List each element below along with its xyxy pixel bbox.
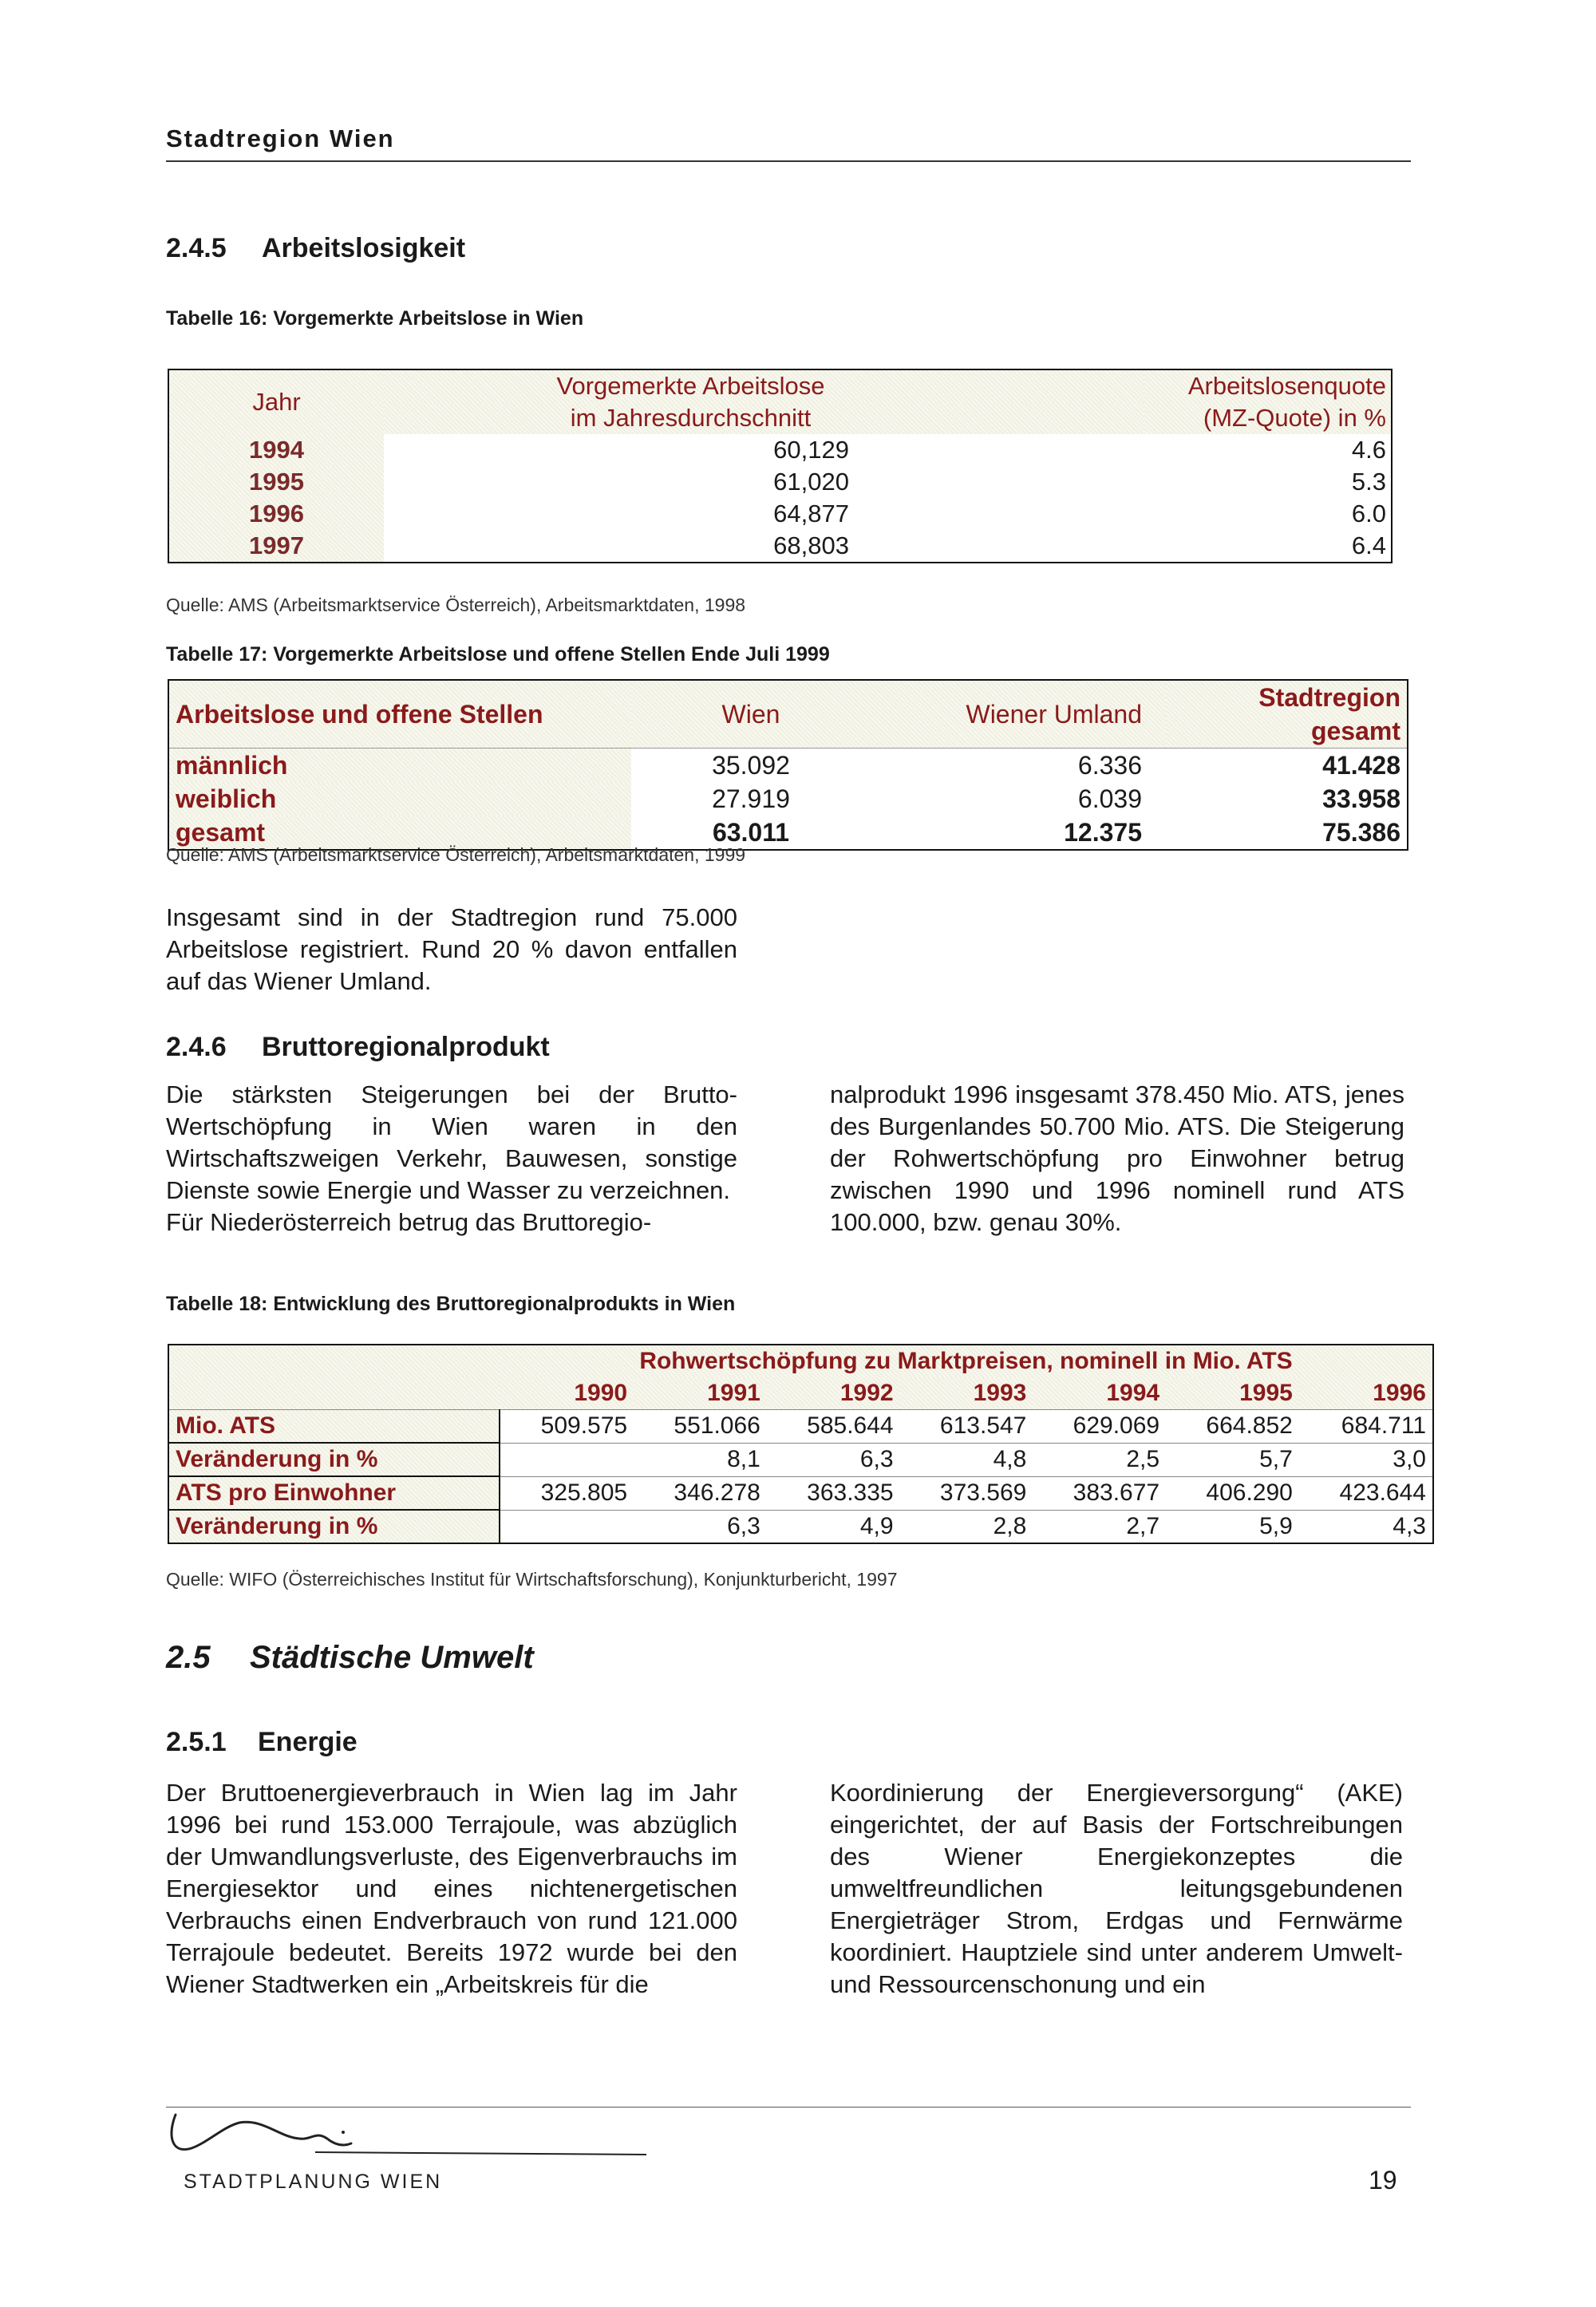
- table-row: [168, 466, 1392, 498]
- section-heading-2-5-1: [166, 1727, 358, 1758]
- table18: [168, 1344, 1434, 1544]
- paragraph-energie-left: Der Bruttoenergieverbrauch in Wien lag im Jahr 1996 bei rund 153.000 Terrajoule, was abzüglich der Umwandlungsverluste, des Eigenverbrauchs im Energiesektor und eines nichtenergetischen Verbrauchs einen Endverbrauch von rund 121.000 Terrajoule bedeutet. Bereits 1972 wurde bei den Wiener Stadtwerken ein „Arbeitskreis für die: [166, 1779, 737, 1998]
- section-number: 2.5: [166, 1640, 211, 1675]
- table18-cell: 4,8: [900, 1443, 1033, 1476]
- running-header: Stadtregion Wien: [166, 124, 395, 152]
- table16-quote: 6.0: [1351, 500, 1386, 527]
- table18-row-label: Mio. ATS: [168, 1410, 500, 1444]
- section-heading-2-5: [166, 1640, 534, 1676]
- table18-year: 1994: [1033, 1377, 1166, 1410]
- header-rule: [166, 160, 1411, 162]
- footer-organization: STADTPLANUNG WIEN: [184, 2171, 443, 2193]
- table16-caption: Tabelle 16: Vorgemerkte Arbeitslose in Wien: [166, 307, 584, 330]
- table18-cell: 6,3: [634, 1510, 767, 1543]
- table17-source: Quelle: AMS (Arbeitsmarktservice Österreich), Arbeitsmarktdaten, 1999: [166, 844, 746, 865]
- table18-cell: 509.575: [500, 1410, 634, 1444]
- table17-umland: 6.039: [1077, 784, 1142, 813]
- table-row: [168, 782, 1408, 816]
- table18-cell: 4,3: [1299, 1510, 1433, 1543]
- table18-row-label: Veränderung in %: [168, 1443, 500, 1476]
- table17-col-wien: Wien: [631, 680, 871, 749]
- table16-year: 1994: [168, 434, 384, 466]
- table18-empty-corner: [168, 1377, 500, 1410]
- section-number: 2.4.5: [166, 233, 227, 263]
- table18-year: 1991: [634, 1377, 767, 1410]
- table-row: [168, 530, 1392, 563]
- table16: [168, 369, 1393, 563]
- table17-wien: 63.011: [712, 818, 790, 847]
- table18-source: Quelle: WIFO (Österreichisches Institut für Wirtschaftsforschung), Konjunkturbericht, 1997: [166, 1569, 898, 1590]
- table17-gesamt: 41.428: [1322, 751, 1400, 780]
- signature-logo: [160, 2099, 654, 2163]
- page-number: 19: [1369, 2166, 1397, 2194]
- table16-col-quote-line2: (MZ-Quote) in %: [1144, 402, 1392, 434]
- table18-year: 1993: [900, 1377, 1033, 1410]
- table-row: [168, 1443, 1433, 1476]
- table16-arbeitslose: 64,877: [773, 500, 849, 527]
- table18-cell: 383.677: [1033, 1476, 1166, 1510]
- table17-row-label: gesamt: [168, 816, 631, 850]
- section-heading-2-4-5: [166, 233, 465, 264]
- table18-cell: 373.569: [900, 1476, 1033, 1510]
- table-row: [168, 749, 1408, 783]
- section-title: Städtische Umwelt: [250, 1640, 534, 1675]
- table17-col-umland: Wiener Umland: [871, 680, 1166, 749]
- table18-year: 1990: [500, 1377, 634, 1410]
- table18-cell: 684.711: [1299, 1410, 1433, 1444]
- table16-year: 1996: [168, 498, 384, 530]
- table18-year: 1996: [1299, 1377, 1433, 1410]
- table16-col-quote-line1: Arbeitslosenquote: [1144, 369, 1392, 402]
- table18-cell: 3,0: [1299, 1443, 1433, 1476]
- table17-umland: 12.375: [1064, 818, 1142, 847]
- table18-cell: 5,7: [1166, 1443, 1299, 1476]
- table18-cell: 423.644: [1299, 1476, 1433, 1510]
- table18-caption: Tabelle 18: Entwicklung des Bruttoregionalprodukts in Wien: [166, 1293, 736, 1315]
- table16-quote: 5.3: [1351, 468, 1386, 496]
- table18-cell: [500, 1443, 634, 1476]
- section-heading-2-4-6: [166, 1032, 550, 1063]
- table18-group-header-row: [168, 1345, 1433, 1377]
- paragraph-brp-left: [166, 1079, 737, 1238]
- table18-cell: 6,3: [767, 1443, 900, 1476]
- table16-header-row-1: [168, 369, 1392, 402]
- table17-col-label: Arbeitslose und offene Stellen: [168, 680, 631, 749]
- table18-cell: 406.290: [1166, 1476, 1299, 1510]
- table16-quote: 4.6: [1351, 436, 1386, 464]
- table16-arbeitslose: 60,129: [773, 436, 849, 464]
- table17-wien: 27.919: [712, 784, 790, 813]
- table18-cell: 551.066: [634, 1410, 767, 1444]
- table18-cell: [500, 1510, 634, 1543]
- table16-year: 1997: [168, 530, 384, 563]
- paragraph-brp-left-1: Die stärksten Steigerungen bei der Brutto-Wertschöpfung in Wien waren in den Wirtschaftszweigen Verkehr, Bauwesen, sonstige Dienste sowie Energie und Wasser zu verzeichnen.: [166, 1080, 737, 1204]
- table18-cell: 4,9: [767, 1510, 900, 1543]
- table18-cell: 585.644: [767, 1410, 900, 1444]
- paragraph-energie-right: Koordinierung der Energieversorgung“ (AKE) eingerichtet, der auf Basis der Fortschreibungen des Wiener Energiekonzeptes die umweltfreundlichen leitungsgebundenen Energieträger Strom, Erdgas und Fernwärme koordiniert. Hauptziele sind unter anderem Umwelt- und Ressourcenschonung und ein: [830, 1779, 1403, 1998]
- table18-year: 1992: [767, 1377, 900, 1410]
- table17-wien: 35.092: [712, 751, 790, 780]
- table18-cell: 2,7: [1033, 1510, 1166, 1543]
- section-title: Energie: [258, 1727, 358, 1757]
- table17-gesamt: 75.386: [1322, 818, 1400, 847]
- table18-empty-corner: [168, 1345, 500, 1377]
- table-row: [168, 498, 1392, 530]
- table18-cell: 664.852: [1166, 1410, 1299, 1444]
- table16-arbeitslose: 68,803: [773, 531, 849, 559]
- table16-col-jahr: Jahr: [168, 369, 384, 434]
- table17: [168, 679, 1408, 851]
- table17-col-gesamt: Stadtregion gesamt: [1166, 680, 1408, 749]
- section-number: 2.4.6: [166, 1032, 227, 1062]
- section-title: Bruttoregionalprodukt: [262, 1032, 550, 1062]
- table-row: [168, 1510, 1433, 1543]
- paragraph-arbeitslose: Insgesamt sind in der Stadtregion rund 75.000 Arbeitslose registriert. Rund 20 % davon entfallen auf das Wiener Umland.: [166, 903, 737, 995]
- table18-cell: 346.278: [634, 1476, 767, 1510]
- table17-umland: 6.336: [1077, 751, 1142, 780]
- table18-year: 1995: [1166, 1377, 1299, 1410]
- table18-cell: 5,9: [1166, 1510, 1299, 1543]
- table16-source: Quelle: AMS (Arbeitsmarktservice Österreich), Arbeitsmarktdaten, 1998: [166, 595, 746, 615]
- table-row: [168, 1476, 1433, 1510]
- table-row: [168, 434, 1392, 466]
- table18-cell: 629.069: [1033, 1410, 1166, 1444]
- table18-row-label: ATS pro Einwohner: [168, 1476, 500, 1510]
- table18-cell: 613.547: [900, 1410, 1033, 1444]
- table16-arbeitslose: 61,020: [773, 468, 849, 496]
- section-number: 2.5.1: [166, 1727, 227, 1757]
- table18-year-row: [168, 1377, 1433, 1410]
- table17-caption: Tabelle 17: Vorgemerkte Arbeitslose und offene Stellen Ende Juli 1999: [166, 643, 830, 666]
- table18-cell: 8,1: [634, 1443, 767, 1476]
- table-row: [168, 1410, 1433, 1444]
- paragraph-brp-right: nalprodukt 1996 insgesamt 378.450 Mio. ATS, jenes des Burgenlandes 50.700 Mio. ATS. Die Steigerung der Rohwertschöpfung pro Einwohner betrug zwischen 1990 und 1996 nominell rund ATS 100.000, bzw. genau 30%.: [830, 1080, 1404, 1236]
- table16-col-arbeitslose-line1: Vorgemerkte Arbeitslose: [384, 369, 1144, 402]
- table17-gesamt: 33.958: [1322, 784, 1400, 813]
- table16-col-arbeitslose-line2: im Jahresdurchschnitt: [384, 402, 1144, 434]
- table18-row-label: Veränderung in %: [168, 1510, 500, 1543]
- table18-cell: 325.805: [500, 1476, 634, 1510]
- paragraph-brp-left-2: Für Niederösterreich betrug das Bruttoregio-: [166, 1208, 652, 1236]
- table17-header-row: [168, 680, 1408, 749]
- table16-year: 1995: [168, 466, 384, 498]
- table18-cell: 2,5: [1033, 1443, 1166, 1476]
- table18-group-header: Rohwertschöpfung zu Marktpreisen, nominell in Mio. ATS: [500, 1345, 1433, 1377]
- table17-row-label: männlich: [168, 749, 631, 783]
- table18-cell: 2,8: [900, 1510, 1033, 1543]
- table16-quote: 6.4: [1351, 531, 1386, 559]
- table18-cell: 363.335: [767, 1476, 900, 1510]
- section-title: Arbeitslosigkeit: [262, 233, 466, 263]
- table17-row-label: weiblich: [168, 782, 631, 816]
